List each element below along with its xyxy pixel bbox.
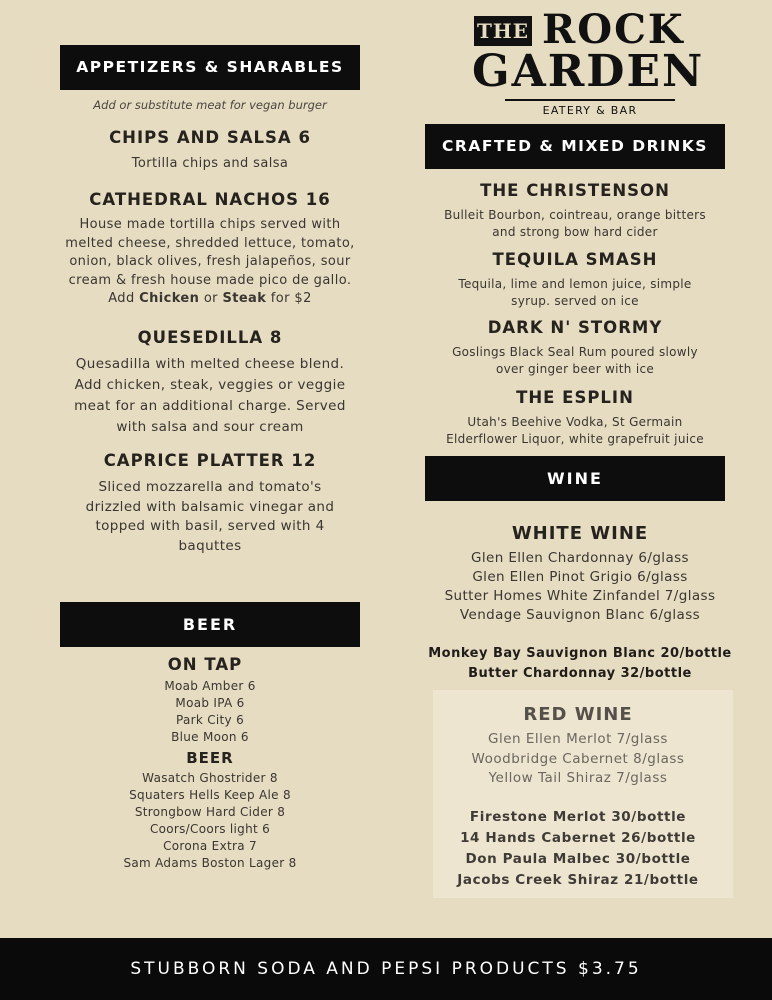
appetizers-note: Add or substitute meat for vegan burger — [93, 98, 327, 112]
list-item: Firestone Merlot 30/bottle — [469, 809, 687, 825]
list-item: Strongbow Hard Cider 8 — [134, 805, 286, 819]
appetizers-header: APPETIZERS & SHARABLES — [60, 45, 360, 90]
bottled-beer-title: BEER — [186, 749, 234, 767]
red-wine-title: RED WINE — [523, 704, 633, 725]
list-item: Sam Adams Boston Lager 8 — [123, 856, 297, 870]
drink-title: THE CHRISTENSON — [480, 181, 670, 200]
list-item: Moab IPA 6 — [175, 696, 245, 710]
menu-item-desc: Tortilla chips and salsa — [131, 156, 289, 171]
red-wine-section — [433, 690, 733, 898]
drink-title: THE ESPLIN — [516, 388, 634, 407]
drink-title: TEQUILA SMASH — [492, 250, 658, 269]
list-item: Yellow Tail Shiraz 7/glass — [488, 770, 668, 786]
nachos-add-line: Add Chicken or Steak for $2 — [108, 291, 312, 307]
logo-the: THE — [474, 16, 532, 46]
menu-item-title: CAPRICE PLATTER 12 — [103, 451, 317, 470]
red-wine-bottle-list — [433, 807, 723, 891]
list-item: Sutter Homes White Zinfandel 7/glass — [444, 588, 716, 604]
logo — [470, 6, 705, 118]
list-item: Blue Moon 6 — [171, 730, 249, 744]
footer-text: STUBBORN SODA AND PEPSI PRODUCTS $3.75 — [130, 959, 642, 979]
wine-header: WINE — [425, 456, 725, 501]
logo-subtitle: EATERY & BAR — [542, 104, 638, 117]
list-item: Moab Amber 6 — [164, 679, 256, 693]
menu-item-title: QUESEDILLA 8 — [137, 328, 283, 347]
drinks-header: CRAFTED & MIXED DRINKS — [425, 124, 725, 169]
list-item: Squaters Hells Keep Ale 8 — [129, 788, 291, 802]
drink-desc: Bulleit Bourbon, cointreau, orange bitters and strong bow hard cider — [444, 208, 706, 239]
menu-item-desc: Quesadilla with melted cheese blend. Add chicken, steak, veggies or veggie meat for an additional charge. Served with salsa and sour cream — [74, 356, 346, 435]
list-item: Glen Ellen Chardonnay 6/glass — [470, 550, 689, 566]
menu-item-title: CATHEDRAL NACHOS 16 — [89, 190, 331, 209]
drink-title: DARK N' STORMY — [487, 318, 663, 337]
bottled-beer-list — [60, 770, 360, 872]
drink-desc: Utah's Beehive Vodka, St Germain Elderflower Liquor, white grapefruit juice — [446, 415, 704, 446]
on-tap-list — [60, 678, 360, 746]
footer-banner — [0, 938, 772, 1000]
list-item: Wasatch Ghostrider 8 — [142, 771, 278, 785]
logo-rule — [505, 99, 675, 101]
list-item: Coors/Coors light 6 — [149, 822, 271, 836]
menu-item-desc: House made tortilla chips served with melted cheese, shredded lettuce, tomato, onion, black olives, fresh jalapeños, sour cream & fresh house made pico de gallo. Add Chicken or Steak for $2 — [50, 216, 370, 309]
white-wine-glass-list — [420, 549, 740, 625]
beer-header: BEER — [60, 602, 360, 647]
list-item: Monkey Bay Sauvignon Blanc 20/bottle — [428, 646, 732, 661]
menu-item-title: CHIPS AND SALSA 6 — [109, 128, 311, 147]
red-wine-glass-list — [433, 730, 723, 789]
list-item: Jacobs Creek Shiraz 21/bottle — [457, 872, 699, 888]
list-item: Park City 6 — [175, 713, 245, 727]
white-wine-title: WHITE WINE — [511, 523, 649, 544]
list-item: Vendage Sauvignon Blanc 6/glass — [459, 607, 701, 623]
list-item: 14 Hands Cabernet 26/bottle — [460, 830, 696, 846]
list-item: Don Paula Malbec 30/bottle — [465, 851, 691, 867]
list-item: Butter Chardonnay 32/bottle — [468, 666, 692, 681]
drink-desc: Tequila, lime and lemon juice, simple syrup. served on ice — [458, 277, 692, 308]
menu-item-desc: Sliced mozzarella and tomato's drizzled with balsamic vinegar and topped with basil, served with 4 baquttes — [85, 479, 335, 554]
list-item: Glen Ellen Merlot 7/glass — [488, 731, 668, 747]
logo-garden: GARDEN — [472, 46, 705, 97]
list-item: Corona Extra 7 — [163, 839, 257, 853]
logo-rock: ROCK — [542, 6, 685, 53]
list-item: Woodbridge Cabernet 8/glass — [471, 750, 685, 767]
list-item: Glen Ellen Pinot Grigio 6/glass — [472, 569, 688, 585]
drink-desc: Goslings Black Seal Rum poured slowly over ginger beer with ice — [452, 345, 698, 376]
white-wine-bottle-list — [420, 644, 740, 684]
on-tap-title: ON TAP — [167, 655, 243, 674]
